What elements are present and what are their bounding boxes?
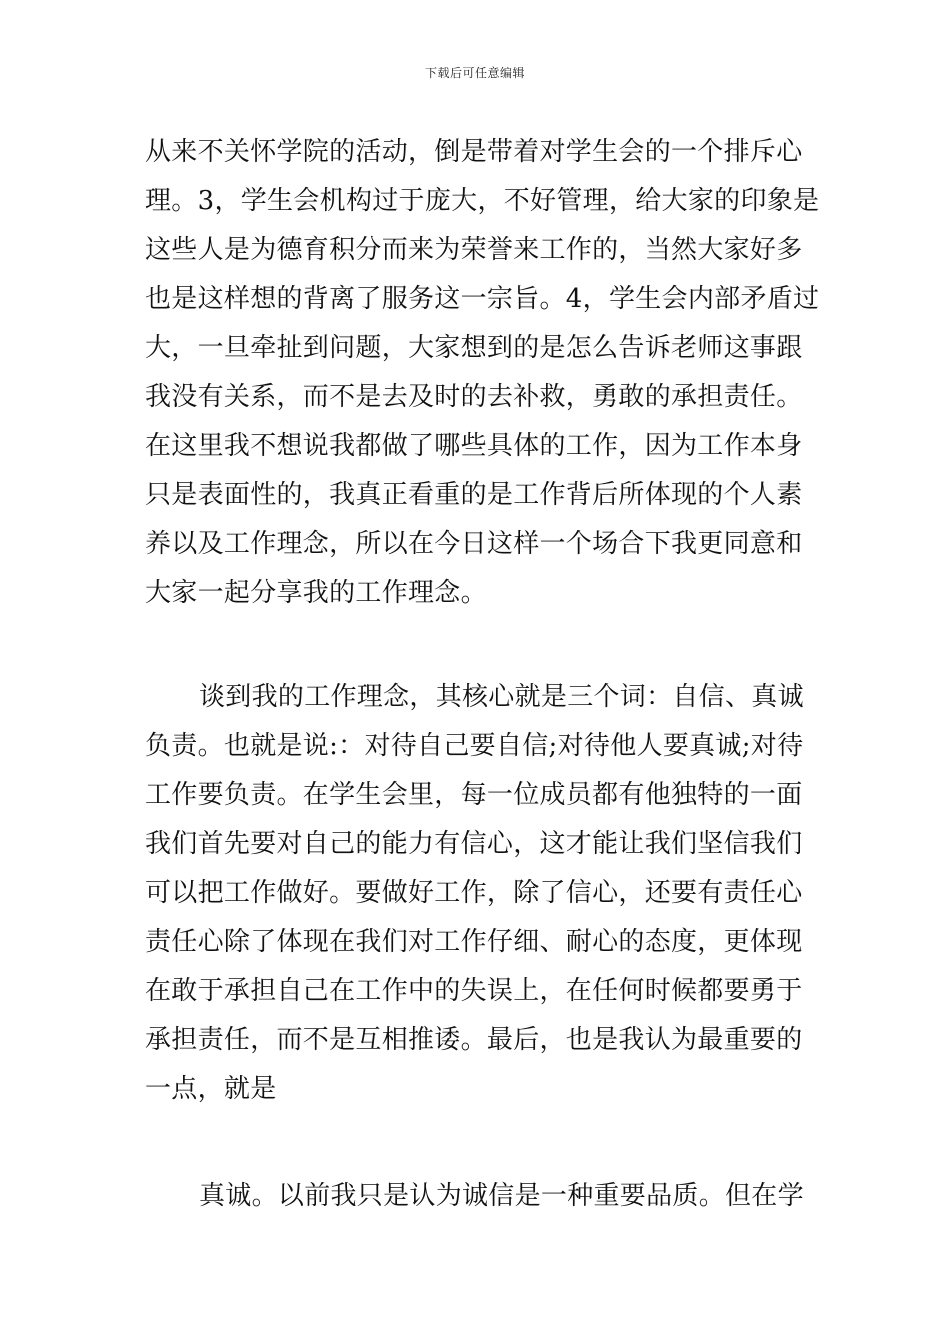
text-line: 承担责任，而不是互相推诿。最后，也是我认为最重要的 bbox=[145, 1025, 803, 1055]
text-line: 我没有关系，而不是去及时的去补救，勇敢的承担责任。 bbox=[145, 382, 803, 412]
paragraph-spacer bbox=[145, 618, 810, 673]
text-line: 我们首先要对自己的能力有信心，这才能让我们坚信我们 bbox=[145, 829, 803, 859]
text-line: 真诚。以前我只是认为诚信是一种重要品质。但在学 bbox=[199, 1181, 804, 1211]
paragraph-spacer bbox=[145, 1114, 810, 1172]
text-line: 也是这样想的背离了服务这一宗旨。4，学生会内部矛盾过 bbox=[145, 284, 820, 314]
document-body bbox=[145, 128, 820, 1221]
text-line: 谈到我的工作理念，其核心就是三个词：自信、真诚 bbox=[199, 682, 804, 712]
paragraph-3 bbox=[145, 1172, 810, 1221]
text-line: 养以及工作理念，所以在今日这样一个场合下我更同意和 bbox=[145, 529, 803, 559]
text-line: 一点，就是 bbox=[145, 1074, 277, 1104]
page-header: 下载后可任意编辑 bbox=[424, 66, 525, 80]
text-line: 在敢于承担自己在工作中的失误上，在任何时候都要勇于 bbox=[145, 976, 803, 1006]
text-line: 负责。也就是说:：对待自己要自信;对待他人要真诚;对待 bbox=[145, 731, 804, 761]
text-line: 大家一起分享我的工作理念。 bbox=[145, 578, 487, 608]
text-line: 工作要负责。在学生会里，每一位成员都有他独特的一面 bbox=[145, 780, 803, 810]
text-line: 这些人是为德育积分而来为荣誉来工作的，当然大家好多 bbox=[145, 235, 803, 265]
text-line: 责任心除了体现在我们对工作仔细、耐心的态度，更体现 bbox=[145, 927, 803, 957]
paragraph-1 bbox=[145, 128, 820, 618]
text-line: 只是表面性的，我真正看重的是工作背后所体现的个人素 bbox=[145, 480, 803, 510]
text-line: 在这里我不想说我都做了哪些具体的工作，因为工作本身 bbox=[145, 431, 803, 461]
text-line: 从来不关怀学院的活动，倒是带着对学生会的一个排斥心 bbox=[145, 137, 803, 167]
text-line: 大，一旦牵扯到问题，大家想到的是怎么告诉老师这事跟 bbox=[145, 333, 803, 363]
text-line: 可以把工作做好。要做好工作，除了信心，还要有责任心 bbox=[145, 878, 803, 908]
text-line: 理。3，学生会机构过于庞大，不好管理，给大家的印象是 bbox=[145, 186, 820, 216]
paragraph-2 bbox=[145, 673, 810, 1114]
